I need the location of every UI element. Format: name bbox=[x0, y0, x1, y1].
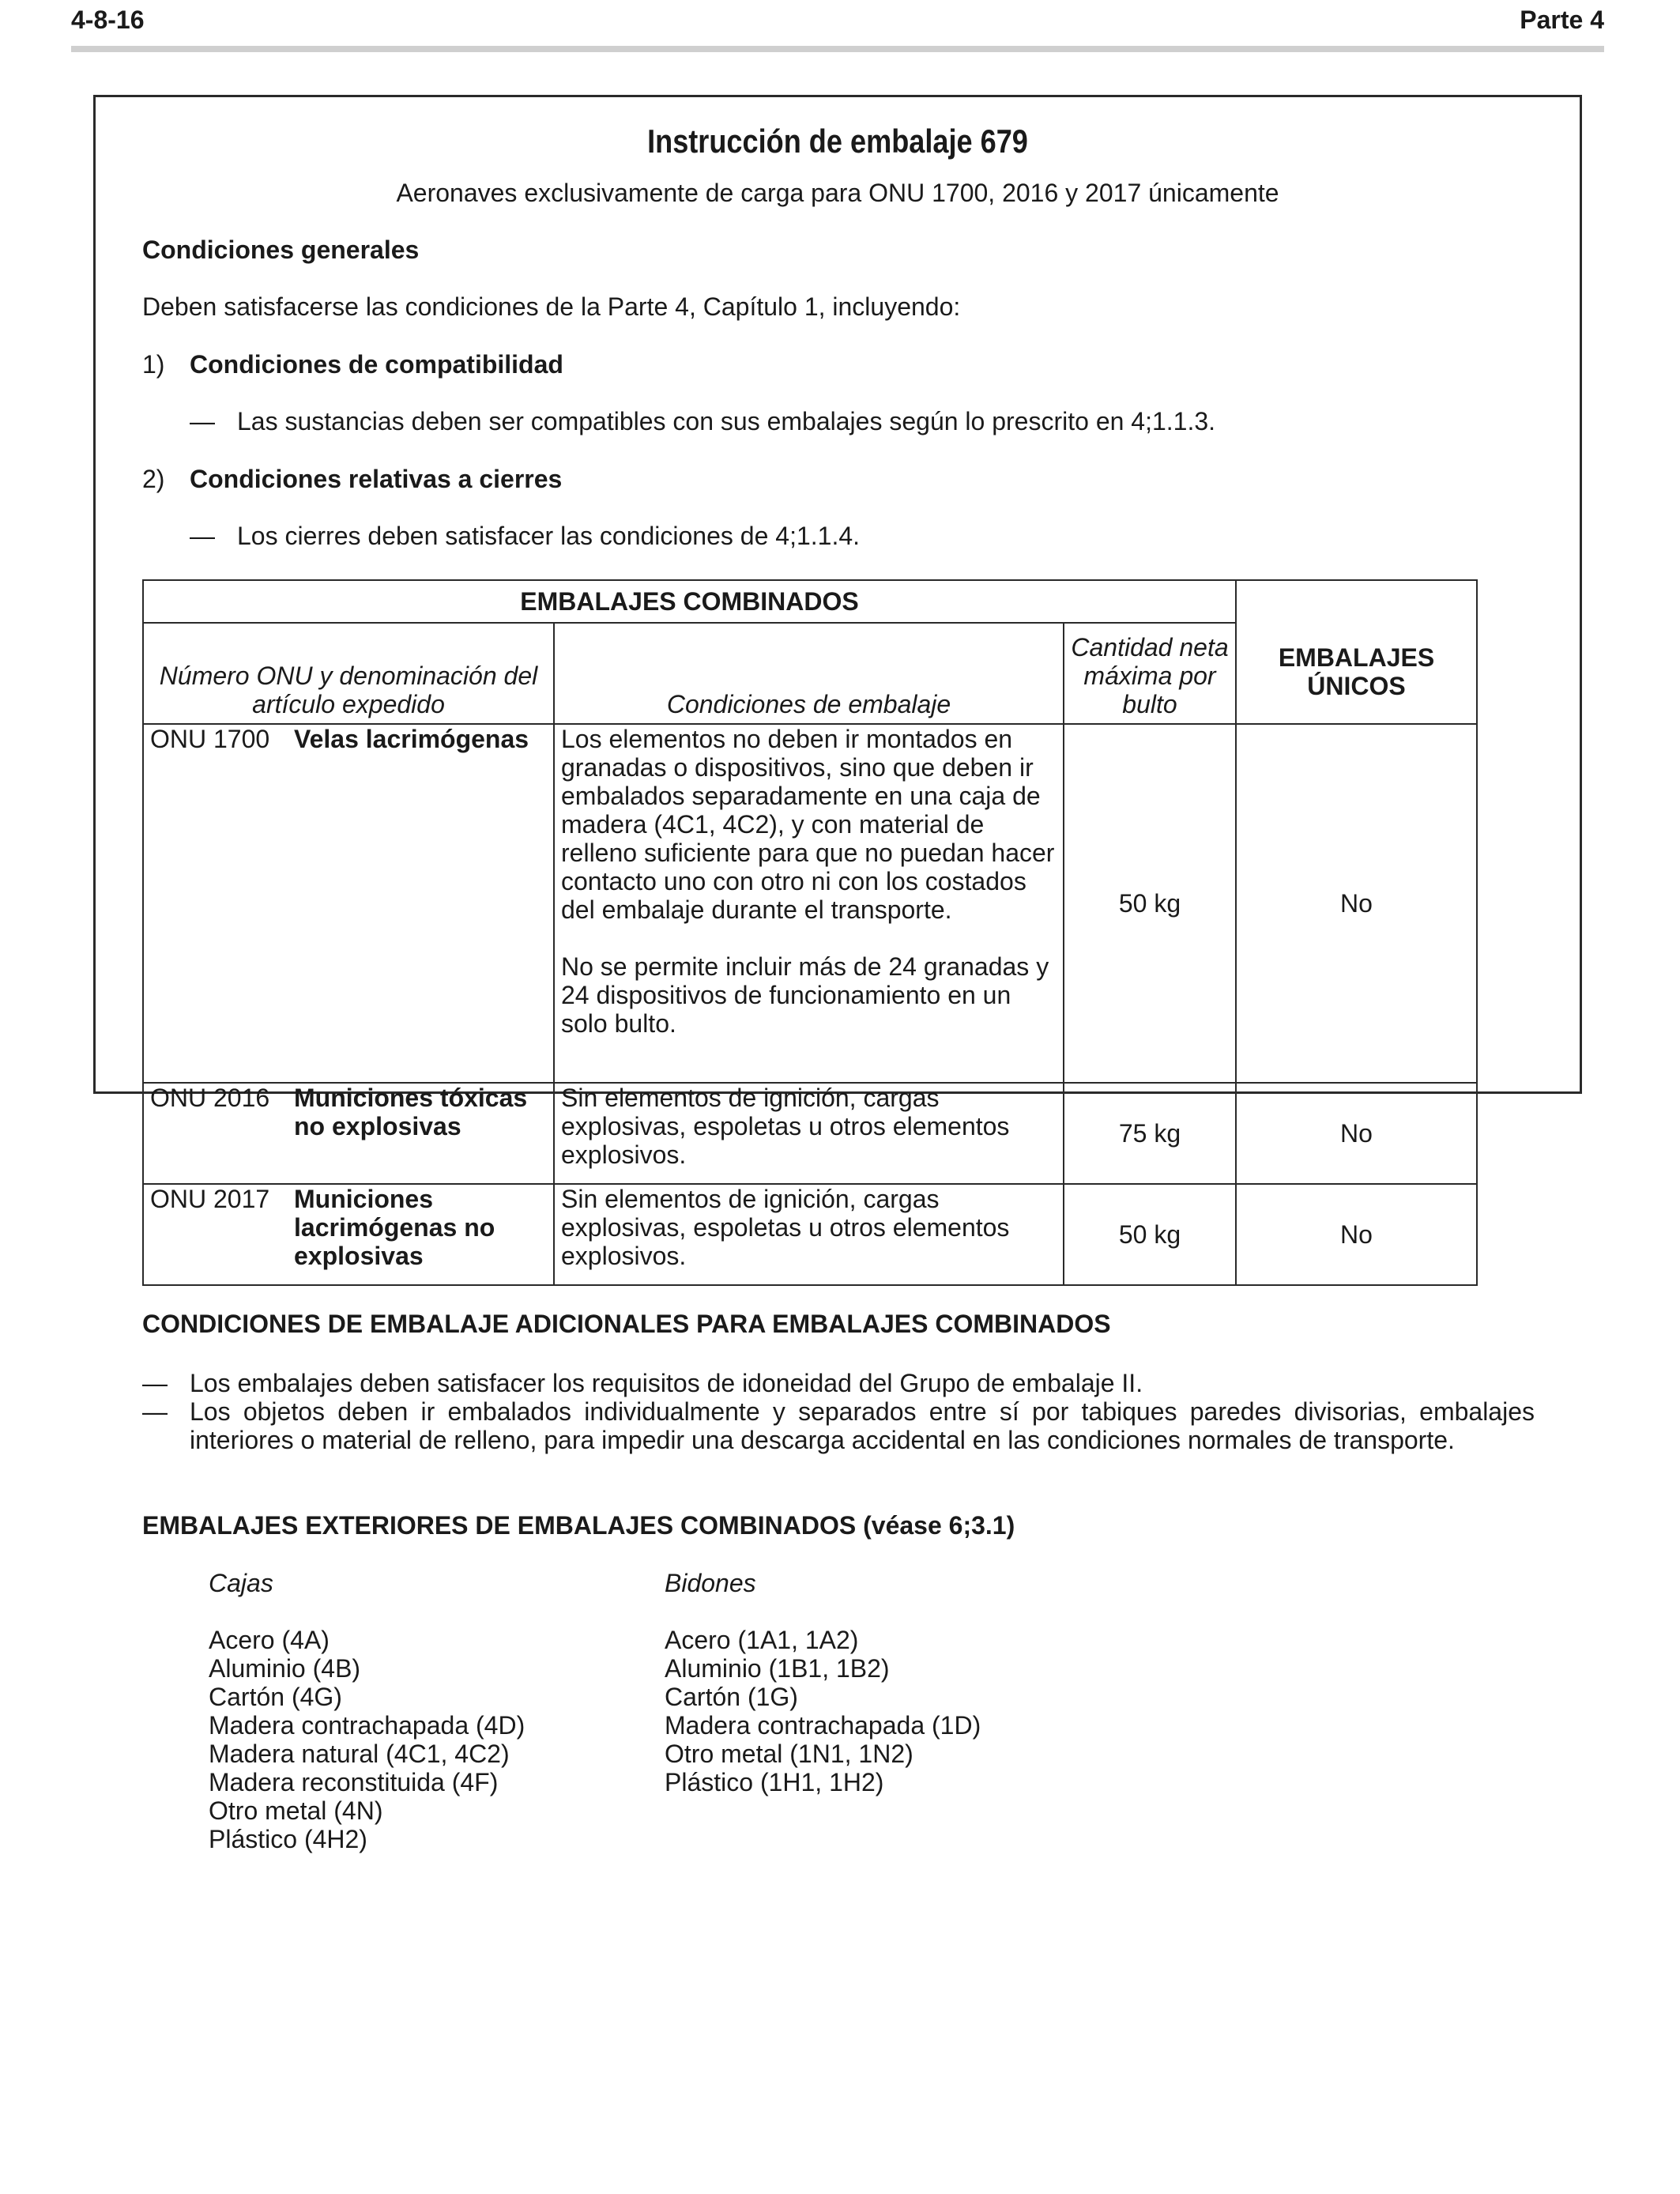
table-row bbox=[143, 724, 1477, 1083]
condition-title: Condiciones relativas a cierres bbox=[190, 465, 563, 493]
article-name: Municiones lacrimógenas no explosivas bbox=[294, 1185, 495, 1270]
condition-text: Los elementos no deben ir montados en granadas o dispositivos, sino que deben ir embalados separadamente en una caja de madera (4C1, 4C2), y con material de relleno suficiente para que no puedan hacer contacto uno con otro ni con los costados del embalaje durante el transporte. bbox=[561, 725, 1055, 924]
condition-item-1 bbox=[142, 349, 563, 379]
condition-item-2 bbox=[142, 464, 562, 494]
list-item: Plástico (1H1, 1H2) bbox=[665, 1768, 884, 1796]
un-cell bbox=[143, 1184, 554, 1285]
condition-item-2-detail bbox=[190, 521, 860, 551]
list-item: Aluminio (1B1, 1B2) bbox=[665, 1654, 890, 1683]
list-item: Madera contrachapada (1D) bbox=[665, 1711, 981, 1740]
conditions-cell bbox=[554, 724, 1064, 1083]
page-number: 4-8-16 bbox=[71, 6, 145, 34]
dash: — bbox=[190, 522, 215, 550]
list-item-text: Los embalajes deben satisfacer los requisitos de idoneidad del Grupo de embalaje II. bbox=[190, 1369, 1143, 1397]
single-cell: No bbox=[1236, 724, 1477, 1083]
un-cell bbox=[143, 1083, 554, 1184]
boxes-list bbox=[209, 1569, 651, 1853]
boxes-label: Cajas bbox=[209, 1569, 273, 1597]
outer-heading: EMBALAJES EXTERIORES DE EMBALAJES COMBINADOS (véase 6;3.1) bbox=[142, 1511, 1015, 1540]
qty-column-header: Cantidad neta máxima por bulto bbox=[1064, 623, 1236, 724]
list-item: Cartón (1G) bbox=[665, 1683, 798, 1711]
condition-item-1-detail bbox=[190, 406, 1215, 436]
un-number: ONU 2016 bbox=[150, 1084, 270, 1112]
page-title: Instrucción de embalaje 679 bbox=[647, 123, 1028, 160]
condition-number: 2) bbox=[142, 465, 165, 493]
page-subtitle: Aeronaves exclusivamente de carga para ONU 1700, 2016 y 2017 únicamente bbox=[396, 179, 1279, 207]
dash: — bbox=[142, 1369, 168, 1397]
single-cell: No bbox=[1236, 1083, 1477, 1184]
un-number: ONU 2017 bbox=[150, 1185, 270, 1213]
additional-heading: CONDICIONES DE EMBALAJE ADICIONALES PARA EMBALAJES COMBINADOS bbox=[142, 1310, 1111, 1338]
single-cell: No bbox=[1236, 1184, 1477, 1285]
additional-list bbox=[142, 1369, 1535, 1454]
article-name: Velas lacrimógenas bbox=[294, 725, 529, 753]
list-item: Madera contrachapada (4D) bbox=[209, 1711, 525, 1740]
article-name: Municiones tóxicas no explosivas bbox=[294, 1084, 528, 1140]
packing-table bbox=[142, 579, 1478, 1286]
conditions-column-header: Condiciones de embalaje bbox=[554, 623, 1064, 724]
dash: — bbox=[142, 1397, 168, 1426]
list-item: Otro metal (1N1, 1N2) bbox=[665, 1740, 913, 1768]
single-header: EMBALAJES ÚNICOS bbox=[1236, 580, 1477, 724]
condition-text: Los cierres deben satisfacer las condiciones de 4;1.1.4. bbox=[237, 522, 861, 550]
table-row bbox=[143, 1083, 1477, 1184]
dash: — bbox=[190, 407, 215, 435]
combined-header: EMBALAJES COMBINADOS bbox=[143, 580, 1236, 623]
list-item bbox=[142, 1369, 1535, 1397]
general-conditions-heading: Condiciones generales bbox=[142, 236, 420, 264]
general-conditions-intro: Deben satisfacerse las condiciones de la Parte 4, Capítulo 1, incluyendo: bbox=[142, 292, 961, 321]
list-item: Acero (1A1, 1A2) bbox=[665, 1626, 859, 1654]
list-item: Madera reconstituida (4F) bbox=[209, 1768, 499, 1796]
table-row bbox=[143, 1184, 1477, 1285]
qty-cell: 50 kg bbox=[1064, 1184, 1236, 1285]
drums-label: Bidones bbox=[665, 1569, 756, 1597]
condition-text: Las sustancias deben ser compatibles con sus embalajes según lo prescrito en 4;1.1.3. bbox=[237, 407, 1216, 435]
list-item: Otro metal (4N) bbox=[209, 1796, 383, 1825]
qty-cell: 50 kg bbox=[1064, 724, 1236, 1083]
header-rule bbox=[71, 46, 1604, 52]
list-item: Cartón (4G) bbox=[209, 1683, 342, 1711]
condition-number: 1) bbox=[142, 350, 165, 379]
condition-text-2: No se permite incluir más de 24 granadas y 24 dispositivos de funcionamiento en un solo bulto. bbox=[561, 952, 1049, 1038]
page-header bbox=[71, 5, 1604, 35]
list-item: Plástico (4H2) bbox=[209, 1825, 367, 1853]
list-item: Acero (4A) bbox=[209, 1626, 330, 1654]
list-item: Aluminio (4B) bbox=[209, 1654, 361, 1683]
un-number: ONU 1700 bbox=[150, 725, 270, 753]
part-label: Parte 4 bbox=[1520, 6, 1604, 34]
conditions-cell: Sin elementos de ignición, cargas explosivas, espoletas u otros elementos explosivos. bbox=[554, 1184, 1064, 1285]
list-item bbox=[142, 1397, 1535, 1454]
condition-title: Condiciones de compatibilidad bbox=[190, 350, 563, 379]
conditions-cell: Sin elementos de ignición, cargas explosivas, espoletas u otros elementos explosivos. bbox=[554, 1083, 1064, 1184]
drums-list bbox=[665, 1569, 1107, 1796]
list-item: Madera natural (4C1, 4C2) bbox=[209, 1740, 510, 1768]
qty-cell: 75 kg bbox=[1064, 1083, 1236, 1184]
un-cell bbox=[143, 724, 554, 1083]
list-item-text: Los objetos deben ir embalados individualmente y separados entre sí por tabiques paredes divisorias, embalajes interiores o material de relleno, para impedir una descarga accidental en las condiciones normales de transporte. bbox=[190, 1397, 1535, 1454]
un-column-header: Número ONU y denominación del artículo expedido bbox=[143, 623, 554, 724]
